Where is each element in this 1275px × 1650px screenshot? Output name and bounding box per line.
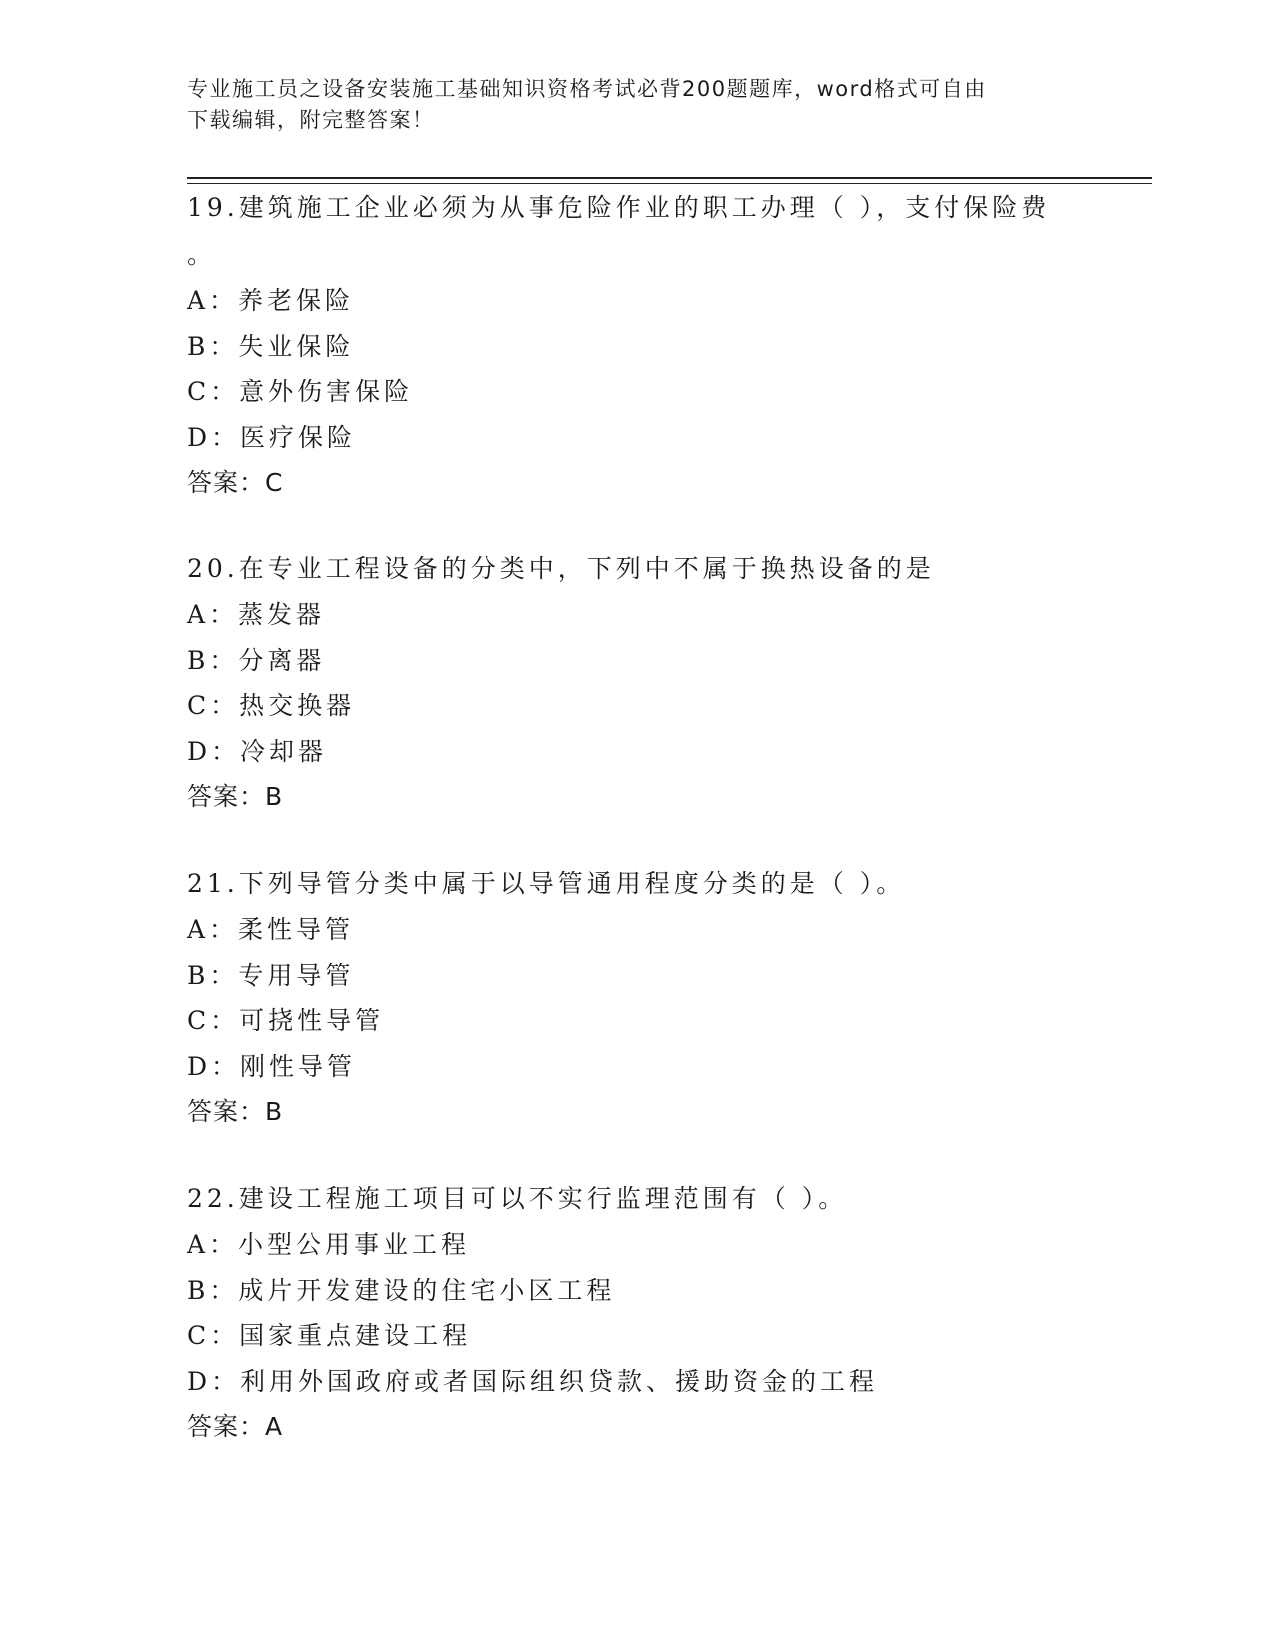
- option-b: B：专用导管: [187, 960, 355, 990]
- question-22: [187, 1175, 1087, 1449]
- answer: 答案：C: [187, 468, 284, 497]
- option-a: A：养老保险: [187, 286, 355, 315]
- option-d: D：冷却器: [187, 736, 328, 766]
- option-a: A：柔性导管: [187, 915, 355, 944]
- question-19: [187, 184, 1087, 505]
- question-stem-continued: 。: [187, 240, 217, 269]
- option-c: C：意外伤害保险: [187, 377, 414, 406]
- question-stem: 22.建设工程施工项目可以不实行监理范围有（ ）。: [187, 1184, 848, 1213]
- answer: 答案：A: [187, 1412, 284, 1441]
- option-c: C：可挠性导管: [187, 1006, 385, 1035]
- option-b: B：成片开发建设的住宅小区工程: [187, 1275, 616, 1305]
- option-d: D：刚性导管: [187, 1051, 357, 1081]
- answer: 答案：B: [187, 782, 284, 811]
- option-a: A：小型公用事业工程: [187, 1230, 471, 1259]
- header-divider-thick: [187, 177, 1152, 179]
- option-a: A：蒸发器: [187, 600, 326, 629]
- option-c: C：热交换器: [187, 691, 356, 720]
- header-line-1: 专业施工员之设备安装施工基础知识资格考试必背200题题库，word格式可自由: [187, 77, 987, 101]
- option-b: B：失业保险: [187, 331, 355, 361]
- option-d: D：利用外国政府或者国际组织贷款、援助资金的工程: [187, 1366, 879, 1396]
- option-c: C：国家重点建设工程: [187, 1321, 472, 1350]
- question-20: [187, 545, 1087, 819]
- question-stem: 19.建筑施工企业必须为从事危险作业的职工办理（ ），支付保险费: [187, 193, 1051, 222]
- question-stem: 20.在专业工程设备的分类中，下列中不属于换热设备的是: [187, 554, 935, 583]
- question-21: [187, 860, 1087, 1134]
- option-b: B：分离器: [187, 645, 326, 675]
- answer: 答案：B: [187, 1097, 284, 1126]
- document-header: [187, 74, 1067, 136]
- question-stem: 21.下列导管分类中属于以导管通用程度分类的是（ ）。: [187, 869, 906, 898]
- header-line-2: 下载编辑，附完整答案！: [187, 108, 435, 132]
- option-d: D：医疗保险: [187, 422, 357, 452]
